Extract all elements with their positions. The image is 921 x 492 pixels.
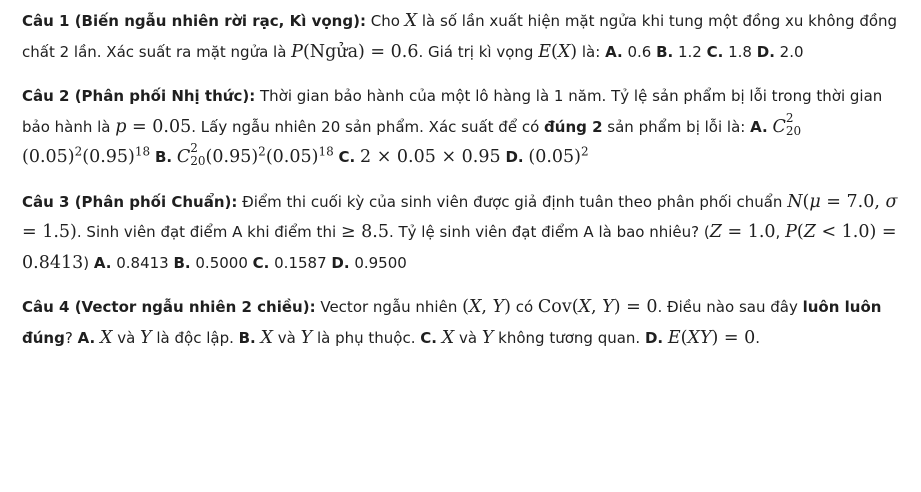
math-threshold: ≥ 8.5 bbox=[340, 222, 389, 242]
math-EXY: E(XY) = 0 bbox=[667, 327, 756, 348]
option-b: là phụ thuộc. bbox=[312, 328, 421, 347]
math-XY-vector: (X, Y) bbox=[462, 297, 511, 317]
question-1 bbox=[22, 6, 905, 67]
option-label-b: B. bbox=[238, 328, 256, 347]
conjunction: và bbox=[454, 328, 482, 347]
question-4-text: . Điều nào sau đây bbox=[657, 298, 803, 316]
question-2-title: Câu 2 (Phân phối Nhị thức): bbox=[22, 87, 256, 105]
option-label-c: C. bbox=[338, 148, 356, 166]
option-label-c: C. bbox=[420, 328, 437, 347]
conjunction: và bbox=[112, 328, 141, 347]
question-2-text: Thời gian bảo hành của một lô hàng là 1 năm. Tỷ lệ sản phẩm bị lỗi trong thời gian bảo hành là bbox=[22, 87, 883, 136]
question-3-text: Điểm thi cuối kỳ của sinh viên được giả định tuân theo phân phối chuẩn bbox=[237, 192, 788, 211]
option-c: 1.8 bbox=[723, 42, 757, 61]
question-3 bbox=[22, 187, 905, 279]
option-label-a: A. bbox=[77, 328, 96, 347]
math-z-value: Z = 1.0 bbox=[709, 222, 776, 242]
question-3-text: ) bbox=[83, 253, 94, 272]
option-d: 0.9500 bbox=[349, 253, 407, 272]
question-1-text: Cho bbox=[365, 12, 405, 30]
option-label-b: B. bbox=[656, 42, 674, 61]
option-d-formula: $(0.05)^2$ bbox=[528, 144, 589, 167]
question-3-text: . Tỷ lệ sinh viên đạt điểm A là bao nhiêu? ( bbox=[388, 223, 710, 241]
option-c: 0.1587 bbox=[269, 253, 332, 272]
math-cov: Cov(X, Y) = 0 bbox=[537, 297, 658, 317]
question-3-title: Câu 3 (Phân phối Chuẩn): bbox=[22, 192, 238, 211]
option-a: 0.6 bbox=[622, 42, 657, 61]
question-1-text: là số lần xuất hiện mặt ngửa khi tung một đồng xu không đồng chất 2 lần. Xác suất ra mặt ngửa là bbox=[22, 12, 898, 61]
question-1-text: là: bbox=[577, 42, 606, 61]
question-2-text: sản phẩm bị lỗi là: bbox=[602, 117, 751, 136]
math-normal-dist: N(μ = 7.0, σ = 1.5) bbox=[22, 191, 898, 242]
option-a-formula: C 2 20 $(0.05)^2(0.95)^{18}$ bbox=[22, 110, 802, 167]
option-a: 0.8413 bbox=[111, 253, 174, 272]
option-label-a: A. bbox=[93, 253, 112, 272]
math-X: X bbox=[441, 327, 455, 348]
math-Y: Y bbox=[140, 327, 152, 348]
math-Y: Y bbox=[300, 327, 313, 348]
option-b-formula: C 2 20 $(0.95)^2(0.05)^{18}$ bbox=[176, 141, 334, 168]
emphasis: đúng 2 bbox=[544, 117, 603, 136]
emphasis: luôn luôn đúng bbox=[22, 298, 882, 347]
question-1-text: . Giá trị kì vọng bbox=[418, 42, 539, 61]
question-1-title: Câu 1 (Biến ngẫu nhiên rời rạc, Kì vọng): bbox=[22, 12, 366, 30]
math-X: X bbox=[404, 11, 418, 31]
question-3-text: . Sinh viên đạt điểm A khi điểm thi bbox=[76, 223, 341, 241]
option-label-b: B. bbox=[173, 253, 191, 272]
question-3-text: , bbox=[775, 223, 786, 241]
option-label-c: C. bbox=[252, 253, 270, 272]
math-cov-word: Cov bbox=[537, 297, 572, 317]
question-4-text: Vector ngẫu nhiên bbox=[315, 298, 463, 316]
option-c-formula: 2 × 0.05 × 0.95 bbox=[360, 147, 501, 167]
option-label-d: D. bbox=[756, 42, 775, 61]
question-2 bbox=[22, 81, 905, 173]
question-4-title: Câu 4 (Vector ngẫu nhiên 2 chiều): bbox=[22, 298, 316, 316]
option-b: 1.2 bbox=[673, 42, 707, 61]
math-p-value: p = 0.05 bbox=[115, 116, 192, 137]
option-label-d: D. bbox=[331, 253, 350, 272]
math-X: X bbox=[260, 327, 274, 348]
question-4-text: có bbox=[510, 298, 538, 316]
option-label-d: D. bbox=[644, 328, 664, 347]
option-label-a: A. bbox=[605, 42, 623, 61]
math-z-probability: P(Z < 1.0) = 0.8413 bbox=[22, 222, 897, 273]
option-label-c: C. bbox=[706, 42, 724, 61]
option-d: 2.0 bbox=[774, 42, 804, 61]
option-label-d: D. bbox=[505, 148, 524, 166]
question-4: Câu 4 (Vector ngẫu nhiên 2 chiều): Vector ngẫu nhiên (X, Y) có Cov(X, Y) = 0. Điều nào sau đây luôn luôn đúng? A. X và Y là độc lập. B. X và Y là phụ thuộc. C. X và Y không tương quan. D. E(XY) = 0. bbox=[22, 297, 882, 348]
math-EX: E(X) bbox=[538, 41, 578, 62]
math-p-ngua: P(Ngửa) = 0.6 bbox=[291, 41, 419, 62]
option-label-a: A. bbox=[750, 117, 768, 136]
question-2-text: . Lấy ngẫu nhiên 20 sản phẩm. Xác suất để có bbox=[191, 117, 545, 136]
conjunction: và bbox=[273, 328, 301, 347]
math-Y: Y bbox=[481, 327, 494, 348]
question-4-text: ? bbox=[64, 328, 78, 347]
option-a: là độc lập. bbox=[151, 328, 239, 347]
option-b: 0.5000 bbox=[190, 253, 253, 272]
math-X: X bbox=[99, 327, 113, 348]
option-label-b: B. bbox=[154, 148, 173, 166]
option-c: không tương quan. bbox=[493, 328, 645, 347]
math-ngua-word: Ngửa bbox=[309, 41, 359, 62]
